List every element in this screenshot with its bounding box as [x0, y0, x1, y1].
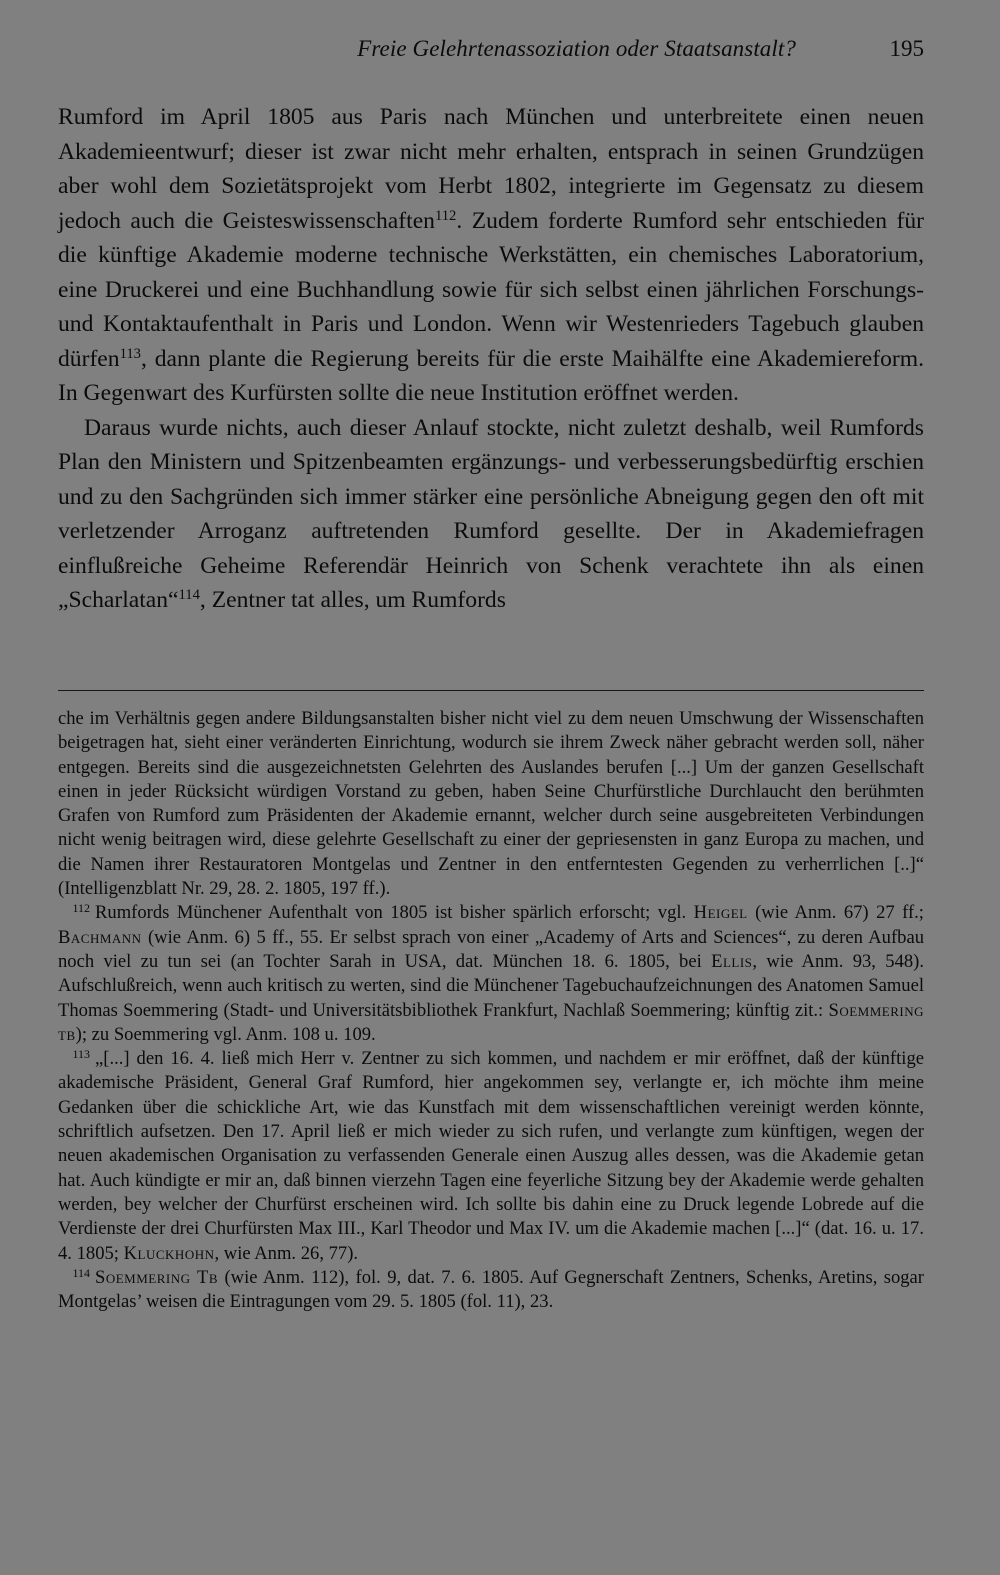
footnote-separator	[58, 690, 924, 691]
paragraph-1-text-c: , dann plante die Regierung bereits für die erste Maihälfte eine Akademiereform. In Gegenwart des Kurfürsten sollte die neue Institution eröffnet werden.	[58, 345, 924, 406]
footnote-113: 113 „[...] den 16. 4. ließ mich Herr v. Zentner zu sich kommen, und nachdem er mir eröffnet, daß der künftige akademische Präsident, General Graf Rumford, hier angekommen sey, verlangte er, ich möchte ihm meine Gedanken über die schickliche Art, wie das Kunstfach mit dem wissenschaftlichen vereinigt werden könnte, schriftlich aufsetzen. Den 17. April ließ er mich wieder zu sich rufen, und verlangte zum künftigen, wegen der neuen akademischen Organisation zu verfassenden Generale einen Auszug alles dessen, was die Akademie getan hat. Auch kündigte er mir an, daß binnen vierzehn Tagen eine feyerliche Sitzung bey der Akademie werde gehalten werden, bey welcher der Churfürst erscheinen wird. Ich sollte bis dahin eine zu Druck legende Lobrede auf die Verdienste der drei Churfürsten Max III., Karl Theodor und Max IV. um die Akademie machen [...]“ (dat. 16. u. 17. 4. 1805; Kluckhohn, wie Anm. 26, 77).	[58, 1047, 924, 1264]
paragraph-1-text-a: Rumford im April 1805 aus Paris nach München und unterbreitete einen neuen Akademieentwurf; dieser ist zwar nicht mehr erhalten, entsprach in seinen Grundzügen aber wohl dem Sozietätsprojekt vom Herbt 1802, integrierte im Gegensatz zu diesem jedoch auch die Geisteswissenschaften	[58, 104, 924, 234]
footnote-ref-113: 113	[119, 345, 141, 362]
footnote-ref-114: 114	[178, 586, 200, 603]
author-name: Heigel	[693, 902, 748, 924]
paragraph-2-text-b: , Zentner tat alles, um Rumfords	[199, 587, 506, 613]
footnote-114: 114 Soemmering Tb (wie Anm. 112), fol. 9, dat. 7. 6. 1805. Auf Gegnerschaft Zentners, Schenks, Aretins, sogar Montgelas’ weisen die Eintragungen vom 29. 5. 1805 (fol. 11), 23.	[58, 1265, 924, 1313]
footnote-text: (wie Anm. 6) 5 ff., 55. Er selbst sprach von einer „Academy of Arts and Sciences“, zu deren Aufbau noch viel zu tun sei (an Tochter Sarah in USA, dat. München 18. 6. 1805, bei	[58, 926, 924, 972]
running-title: Freie Gelehrtenassoziation oder Staatsanstalt?	[357, 36, 796, 61]
paragraph-2	[58, 411, 924, 618]
footnote-text: ); zu Soemmering vgl. Anm. 108 u. 109.	[75, 1023, 376, 1045]
footnote-text: , wie Anm. 93, 548). Aufschlußreich, wenn auch kritisch zu werten, sind die Münchener Tagebuchaufzeichnungen des Anatomen Samuel Thomas Soemmering (Stadt- und Universitätsbibliothek Frankfurt, Nachlaß Soemmering; künftig zit.:	[58, 950, 925, 1021]
footnote-continuation: che im Verhältnis gegen andere Bildungsanstalten bisher nicht viel zu dem neuen Umschwung der Wissenschaften beigetragen hat, sieht einer veränderten Einrichtung, wodurch sie ihrem Zweck näher gebracht werden soll, näher entgegen. Bereits sind die ausgezeichnetsten Gelehrten des Auslandes berufen [...] Um der ganzen Gesellschaft einen in jeder Rücksicht würdigen Vorstand zu geben, haben Seine Churfürstliche Durchlaucht den berühmten Grafen von Rumford zum Präsidenten der Akademie ernannt, welcher durch seine ausgebreiteten Verbindungen nicht wenig beitragen wird, diese gelehrte Gesellschaft zu einer der gepriesensten in ganz Europa zu machen, und die Namen ihrer Restauratoren Montgelas und Zentner in den entferntesten Gegenden zu verherrlichen [..]“ (Intelligenzblatt Nr. 29, 28. 2. 1805, 197 ff.).	[58, 708, 924, 900]
main-text	[58, 100, 924, 618]
footnote-text: , wie Anm. 26, 77).	[214, 1242, 359, 1264]
author-name: Ellis	[711, 950, 753, 972]
footnote-text: Rumfords Münchener Aufenthalt von 1805 ist bisher spärlich erforscht; vgl.	[95, 902, 694, 924]
footnotes	[58, 707, 924, 1314]
paragraph-2-text-a: Daraus wurde nichts, auch dieser Anlauf stockte, nicht zuletzt deshalb, weil Rumfords Plan den Ministern und Spitzenbeamten ergänzungs- und verbesserungsbedürftig erschien und zu den Sachgründen sich immer stärker eine persönliche Abneigung gegen den oft mit verletzender Arroganz auftretenden Rumford gesellte. Der in Akademiefragen einflußreiche Geheime Referendär Heinrich von Schenk verachtete ihn als einen „Scharlatan“	[58, 414, 924, 613]
page-number: 195	[889, 36, 924, 61]
author-name: Soemmering Tb	[95, 1266, 219, 1288]
paragraph-1-text-b: . Zudem forderte Rumford sehr entschieden für die künftige Akademie moderne technische Werkstätten, ein chemisches Laboratorium, eine Druckerei und eine Buchhandlung sowie für sich selbst einen jährlichen Forschungs- und Kontaktaufenthalt in Paris und London. Wenn wir Westenrieders Tagebuch glauben dürfen	[58, 207, 924, 372]
footnote-text: „[...] den 16. 4. ließ mich Herr v. Zentner zu sich kommen, und nachdem er mir eröffnet, daß der künftige akademische Präsident, General Graf Rumford, hier angekommen sey, verlangte er, ich möchte ihm meine Gedanken über die schickliche Art, wie das Kunstfach mit dem wissenschaftlichen vereinigt werden könnte, schriftlich aufsetzen. Den 17. April ließ er mich wieder zu sich rufen, und verlangte zum künftigen, wegen der neuen akademischen Organisation zu verfassenden Generale einen Auszug alles dessen, was die Akademie getan hat. Auch kündigte er mir an, daß binnen vierzehn Tagen eine feyerliche Sitzung bey der Akademie werde gehalten werden, bey welcher der Churfürst erscheinen wird. Ich sollte bis dahin eine zu Druck legende Lobrede auf die Verdienste der drei Churfürsten Max III., Karl Theodor und Max IV. um die Akademie machen [...]“ (dat. 16. u. 17. 4. 1805;	[58, 1048, 924, 1264]
footnote-text: (wie Anm. 67) 27 ff.;	[747, 902, 924, 924]
author-name: Bachmann	[58, 926, 142, 948]
footnote-ref-112: 112	[434, 207, 457, 224]
running-head	[58, 36, 924, 66]
author-name: Kluckhohn	[123, 1242, 215, 1264]
footnote-text: (wie Anm. 112), fol. 9, dat. 7. 6. 1805. Auf Gegnerschaft Zentners, Schenks, Aretins, sogar Montgelas’ weisen die Eintragungen vom 29. 5. 1805 (fol. 11), 23.	[58, 1266, 924, 1313]
footnote-112: 112 Rumfords Münchener Aufenthalt von 1805 ist bisher spärlich erforscht; vgl. Heigel (wie Anm. 67) 27 ff.; Bachmann (wie Anm. 6) 5 ff., 55. Er selbst sprach von einer „Academy of Arts and Sciences“, zu deren Aufbau noch viel zu tun sei (an Tochter Sarah in USA, dat. München 18. 6. 1805, bei Ellis, wie Anm. 93, 548). Aufschlußreich, wenn auch kritisch zu werten, sind die Münchener Tagebuchaufzeichnungen des Anatomen Samuel Thomas Soemmering (Stadt- und Universitätsbibliothek Frankfurt, Nachlaß Soemmering; künftig zit.: Soemmering tb); zu Soemmering vgl. Anm. 108 u. 109.	[58, 901, 925, 1045]
paragraph-1	[58, 100, 924, 411]
author-name: Soemmering tb	[58, 999, 924, 1045]
